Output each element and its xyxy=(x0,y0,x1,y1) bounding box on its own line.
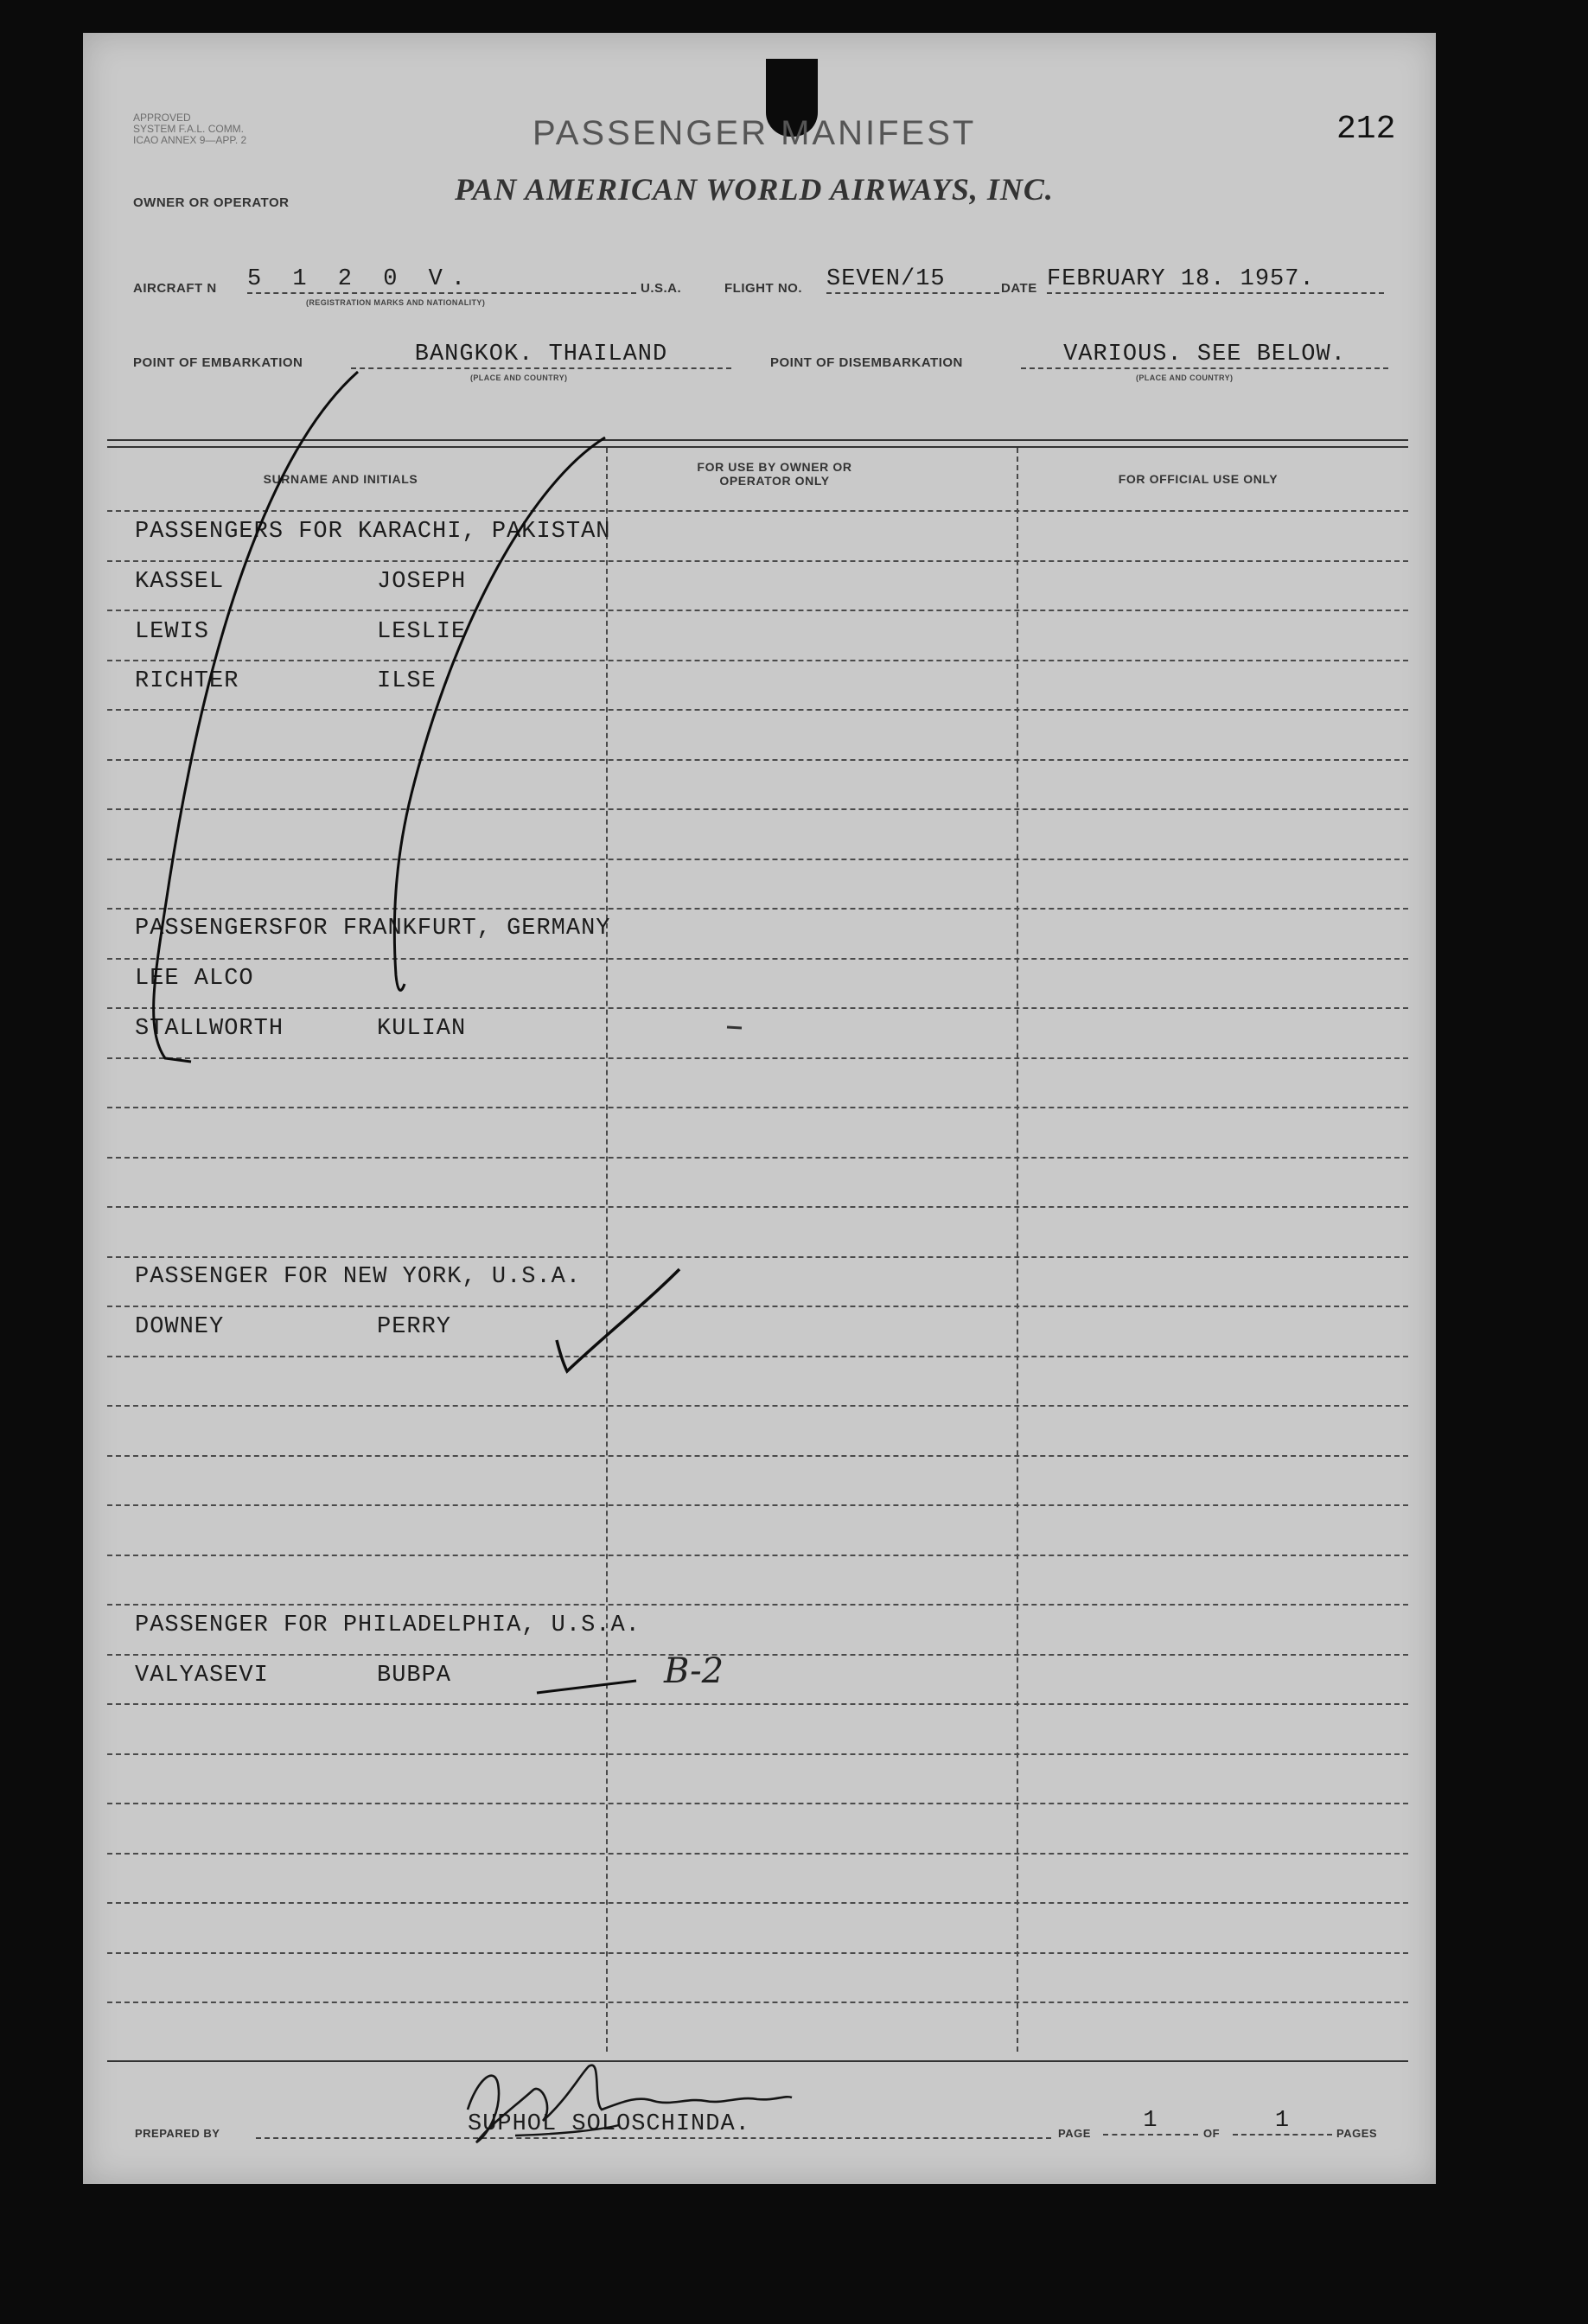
group-heading-karachi: PASSENGERS FOR KARACHI, PAKISTAN xyxy=(135,519,611,545)
embarkation-caption: (PLACE AND COUNTRY) xyxy=(470,374,568,382)
of-label: OF xyxy=(1203,2127,1221,2140)
page-value: 1 xyxy=(1103,2108,1198,2136)
disembarkation-value: VARIOUS. SEE BELOW. xyxy=(1021,342,1388,369)
prepared-by-label: PREPARED BY xyxy=(135,2127,220,2140)
dash-mark-icon xyxy=(727,1027,742,1028)
check-mark-icon xyxy=(557,1269,679,1371)
aircraft-label: AIRCRAFT N xyxy=(133,281,217,296)
flight-value: SEVEN/15 xyxy=(826,266,999,294)
passenger-given-name: ILSE xyxy=(377,668,437,694)
passenger-surname: VALYASEVI xyxy=(135,1663,269,1689)
b2-underline-stroke xyxy=(537,1681,636,1693)
approval-line-2: SYSTEM F.A.L. COMM. xyxy=(133,123,245,135)
of-value: 1 xyxy=(1233,2108,1332,2136)
passenger-surname: DOWNEY xyxy=(135,1314,225,1340)
passenger-surname: STALLWORTH xyxy=(135,1016,284,1042)
pen-stroke-left xyxy=(154,372,358,1062)
passenger-given-name: LESLIE xyxy=(377,619,467,645)
owner-value: PAN AMERICAN WORLD AIRWAYS, INC. xyxy=(455,172,1054,207)
page-label: PAGE xyxy=(1058,2127,1091,2140)
pen-stroke-center xyxy=(394,437,605,990)
flight-label: FLIGHT NO. xyxy=(724,281,802,296)
passenger-surname: RICHTER xyxy=(135,668,239,694)
signature-scribble xyxy=(468,2065,792,2142)
passenger-given-name: BUBPA xyxy=(377,1663,452,1689)
pages-label: PAGES xyxy=(1336,2127,1378,2140)
group-heading-philadelphia: PASSENGER FOR PHILADELPHIA, U.S.A. xyxy=(135,1612,641,1638)
embarkation-label: POINT OF EMBARKATION xyxy=(133,355,303,370)
disembarkation-caption: (PLACE AND COUNTRY) xyxy=(1136,374,1234,382)
usa-label: U.S.A. xyxy=(641,281,682,296)
date-value: FEBRUARY 18. 1957. xyxy=(1047,266,1384,294)
disembarkation-label: POINT OF DISEMBARKATION xyxy=(770,355,963,370)
passenger-surname: LEWIS xyxy=(135,619,210,645)
signature-tail xyxy=(515,2125,619,2136)
passenger-surname: KASSEL xyxy=(135,569,225,595)
approval-line-3: ICAO ANNEX 9—APP. 2 xyxy=(133,134,247,146)
column-header-official: FOR OFFICIAL USE ONLY xyxy=(1118,472,1279,486)
pen-marks xyxy=(83,33,1436,2184)
registration-caption: (REGISTRATION MARKS AND NATIONALITY) xyxy=(306,298,486,307)
embarkation-value: BANGKOK. THAILAND xyxy=(351,342,731,369)
handwritten-note: B-2 xyxy=(664,1651,724,1691)
manifest-sheet xyxy=(83,33,1436,2184)
passenger-given-name: PERRY xyxy=(377,1314,452,1340)
approval-line-1: APPROVED xyxy=(133,112,191,124)
page-stamp-number: 212 xyxy=(1336,111,1396,148)
group-heading-new-york: PASSENGER FOR NEW YORK, U.S.A. xyxy=(135,1264,582,1290)
passenger-surname: LEE ALCO xyxy=(135,966,254,992)
document-title: PASSENGER MANIFEST xyxy=(533,114,977,152)
prepared-by-value: SUPHOL SOLOSCHINDA. xyxy=(256,2111,1051,2139)
date-label: DATE xyxy=(1001,281,1037,296)
passenger-given-name: KULIAN xyxy=(377,1016,467,1042)
group-heading-frankfurt: PASSENGERSFOR FRANKFURT, GERMANY xyxy=(135,916,611,942)
owner-label: OWNER OR OPERATOR xyxy=(133,195,290,210)
passenger-given-name: JOSEPH xyxy=(377,569,467,595)
column-header-surname: SURNAME AND INITIALS xyxy=(263,472,418,486)
aircraft-value: 5 1 2 0 V. xyxy=(247,266,636,294)
column-header-operator: FOR USE BY OWNER OR OPERATOR ONLY xyxy=(697,460,852,488)
